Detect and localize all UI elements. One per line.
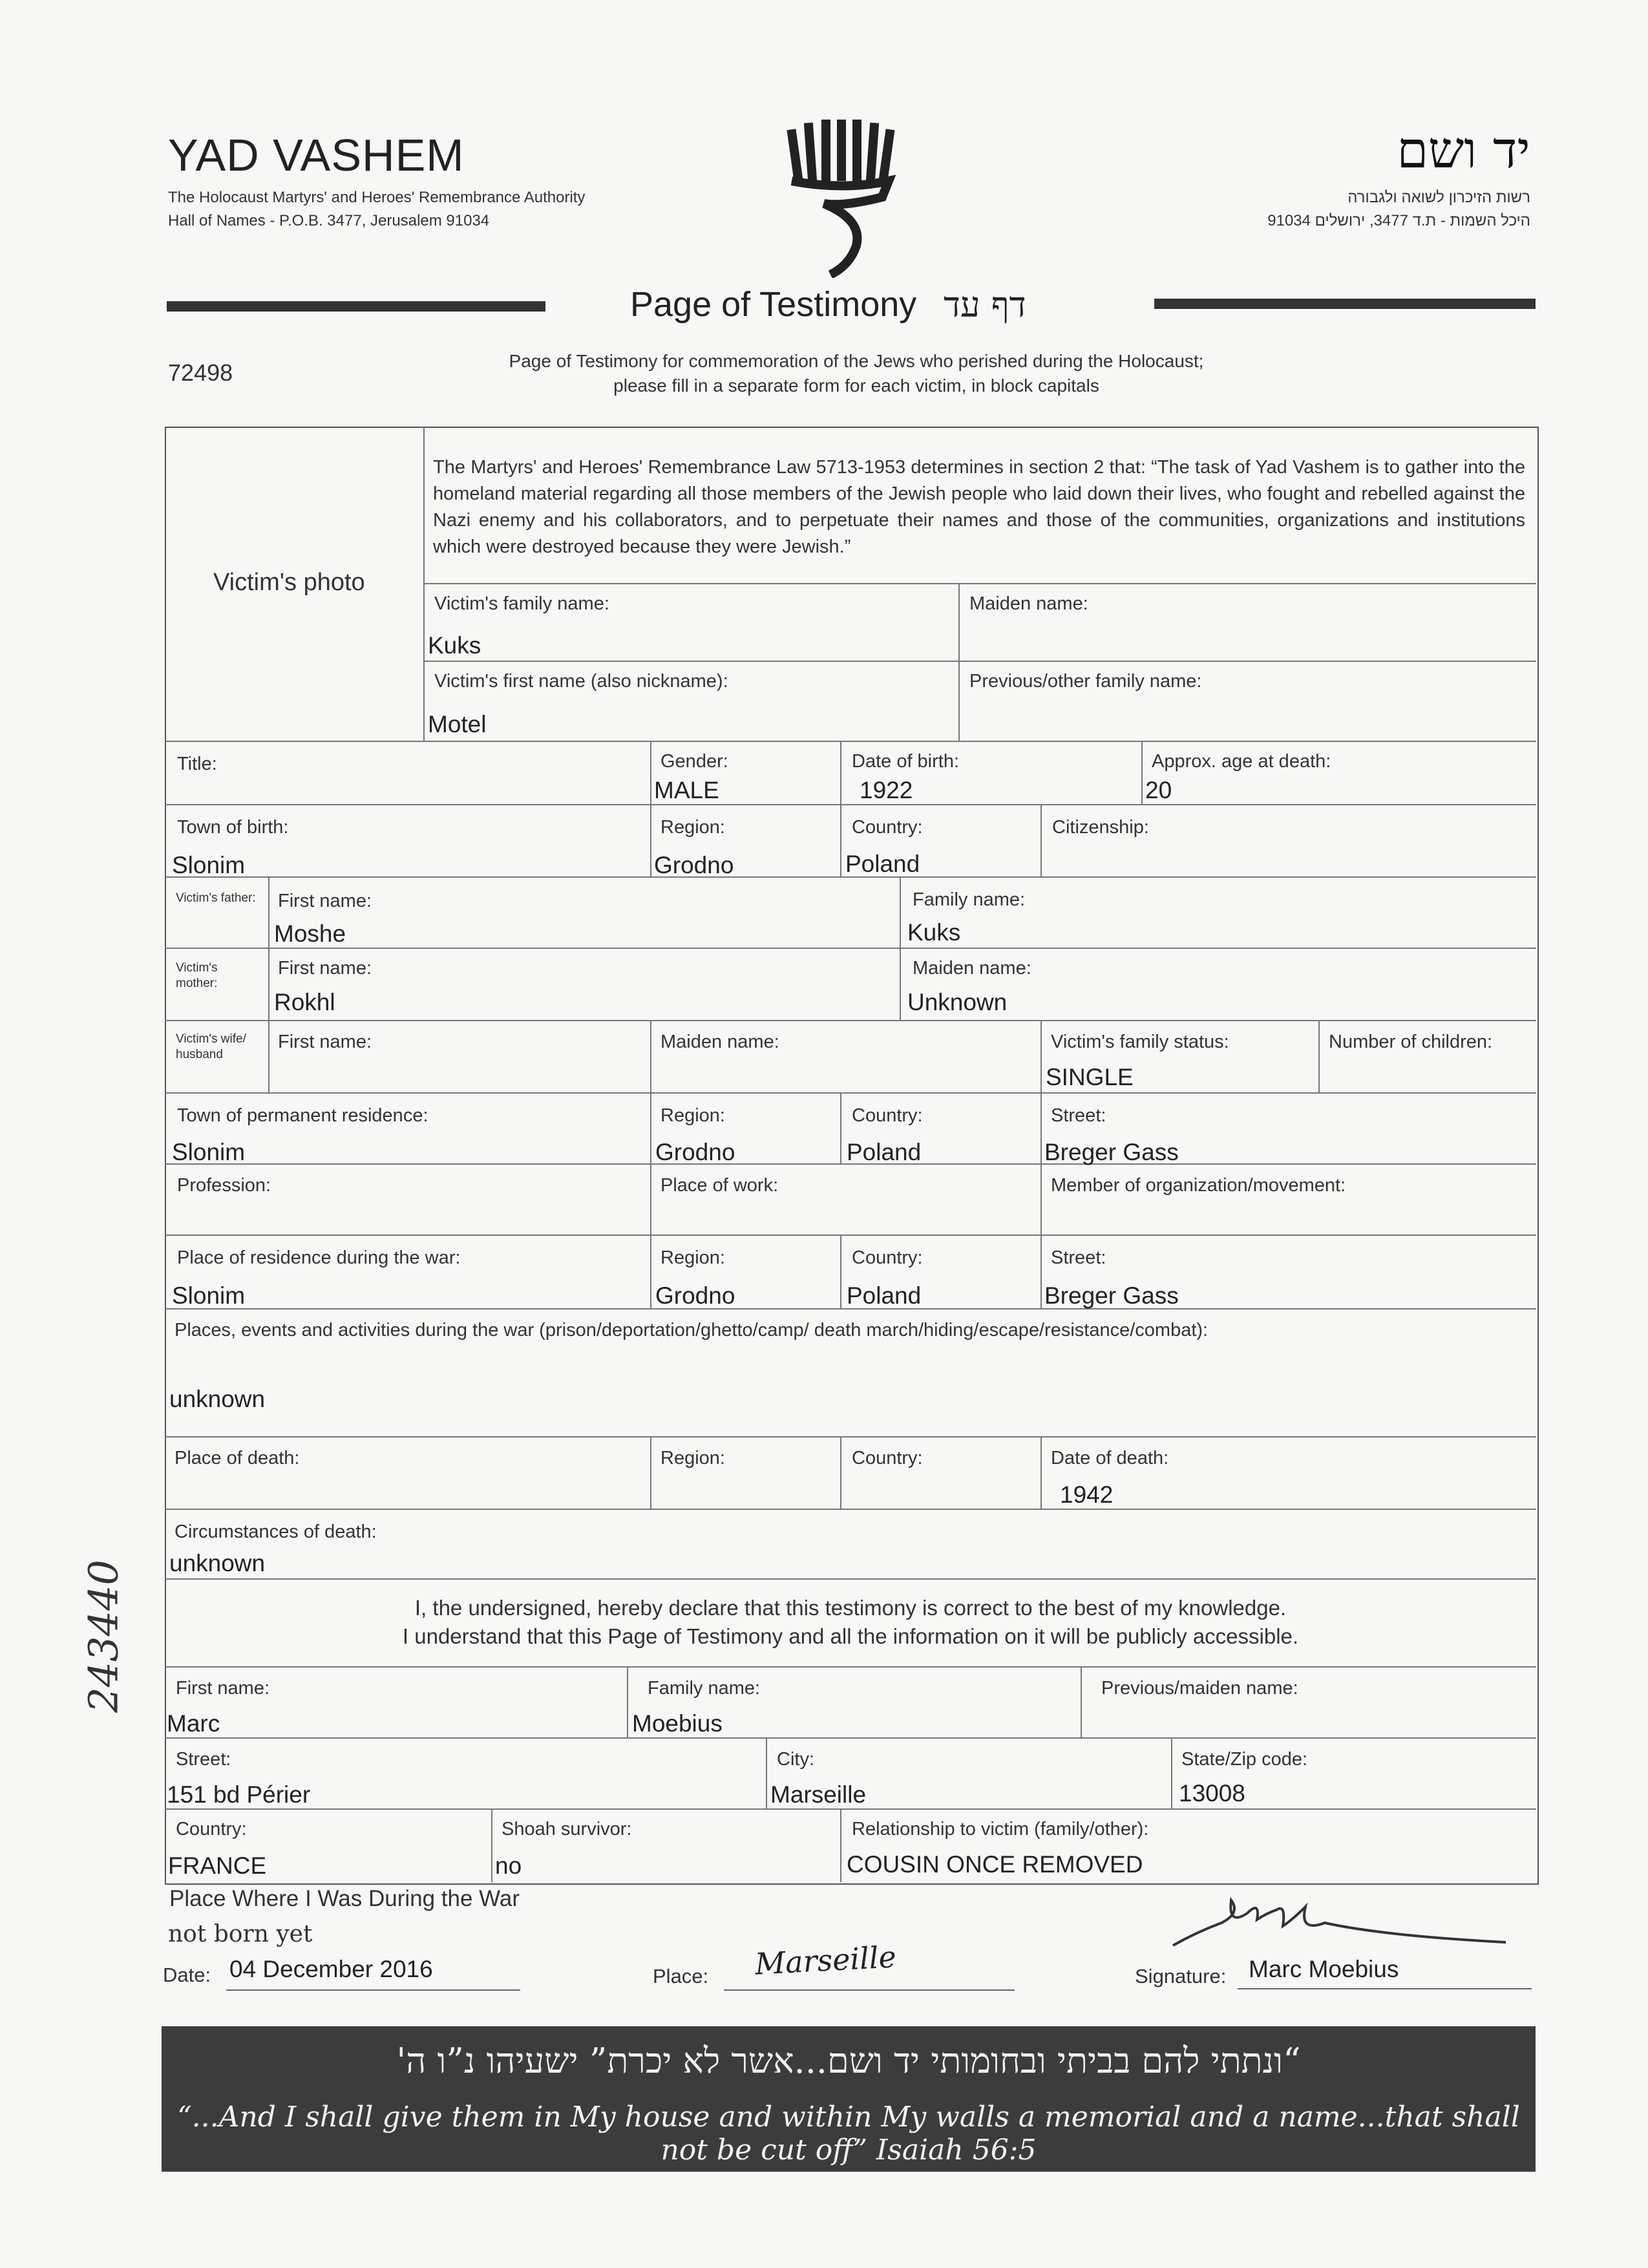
circumstances-value[interactable]: unknown bbox=[169, 1550, 266, 1576]
quote-english: “...And I shall give them in My house and within My walls a memorial and a name...that shall not be cut off” Isaiah 56:5 bbox=[177, 2101, 1520, 2167]
submitter-city-value[interactable]: Marseille bbox=[770, 1781, 867, 1808]
declaration-line-1: I, the undersigned, hereby declare that this testimony is correct to the best of my knowledge. bbox=[414, 1596, 1287, 1620]
relationship-label: Relationship to victim (family/other): bbox=[852, 1819, 1149, 1839]
signature-name[interactable]: Marc Moebius bbox=[1249, 1956, 1399, 1982]
signature-label: Signature: bbox=[1135, 1965, 1227, 1987]
date-of-death-label: Date of death: bbox=[1051, 1448, 1169, 1468]
war-street-label: Street: bbox=[1051, 1247, 1106, 1268]
spouse-maiden-name-label: Maiden name: bbox=[660, 1032, 779, 1052]
family-status-label: Victim's family status: bbox=[1051, 1032, 1229, 1052]
org-address-hebrew: היכל השמות - ת.ד 3477, ירושלים 91034 bbox=[1267, 212, 1530, 229]
signature-scribble-icon bbox=[1170, 1887, 1512, 1958]
organization-label: Member of organization/movement: bbox=[1051, 1175, 1346, 1196]
declaration-line-2: I understand that this Page of Testimony and all the information on it will be publicly accessible. bbox=[402, 1624, 1299, 1648]
previous-family-name-label: Previous/other family name: bbox=[969, 671, 1202, 692]
war-residence-label: Place of residence during the war: bbox=[177, 1247, 461, 1268]
place-of-work-label: Place of work: bbox=[660, 1175, 779, 1196]
submitter-country-value[interactable]: FRANCE bbox=[168, 1852, 267, 1879]
org-name-hebrew: יד ושם bbox=[1397, 122, 1530, 180]
title-label: Title: bbox=[177, 754, 217, 774]
victim-photo-label: Victim's photo bbox=[213, 569, 365, 596]
maiden-name-label: Maiden name: bbox=[969, 593, 1088, 614]
spouse-first-name-label: First name: bbox=[278, 1032, 372, 1052]
mother-maiden-name-label: Maiden name: bbox=[913, 958, 1031, 979]
father-first-name-value[interactable]: Moshe bbox=[274, 920, 346, 947]
permanent-country-value[interactable]: Poland bbox=[847, 1139, 922, 1165]
father-label: Victim's father: bbox=[176, 891, 256, 905]
mother-label: Victim's mother: bbox=[176, 961, 218, 990]
mother-maiden-name-value[interactable]: Unknown bbox=[907, 989, 1008, 1015]
side-reference-number: 243440 bbox=[79, 1560, 127, 1713]
form-title: Page of Testimony bbox=[630, 285, 917, 324]
father-family-name-value[interactable]: Kuks bbox=[907, 919, 961, 946]
submitter-previous-name-label: Previous/maiden name: bbox=[1101, 1678, 1298, 1699]
shoah-survivor-value[interactable]: no bbox=[495, 1852, 522, 1879]
place-label: Place: bbox=[653, 1965, 709, 1987]
age-at-death-label: Approx. age at death: bbox=[1152, 751, 1331, 772]
org-name: YAD VASHEM bbox=[168, 130, 465, 180]
submitter-zip-value[interactable]: 13008 bbox=[1179, 1780, 1245, 1807]
region-of-birth-value[interactable]: Grodno bbox=[654, 852, 734, 878]
submitter-street-value[interactable]: 151 bd Périer bbox=[167, 1781, 311, 1808]
family-name-value[interactable]: Kuks bbox=[428, 632, 481, 659]
permanent-town-value[interactable]: Slonim bbox=[172, 1139, 246, 1165]
mother-first-name-label: First name: bbox=[278, 958, 372, 979]
country-of-birth-label: Country: bbox=[852, 817, 923, 838]
org-subtitle-hebrew: רשות הזיכרון לשואה ולגבורה bbox=[1347, 189, 1530, 206]
instructions-line-2: please fill in a separate form for each victim, in block capitals bbox=[613, 376, 1099, 396]
war-region-value[interactable]: Grodno bbox=[655, 1282, 735, 1309]
date-label: Date: bbox=[163, 1964, 211, 1986]
shoah-survivor-label: Shoah survivor: bbox=[502, 1819, 632, 1839]
header-rule-right bbox=[1154, 299, 1536, 309]
submitter-family-name-value[interactable]: Moebius bbox=[632, 1710, 723, 1737]
war-places-value[interactable]: unknown bbox=[169, 1386, 266, 1412]
submitter-street-label: Street: bbox=[176, 1749, 231, 1770]
place-handwritten[interactable]: Marseille bbox=[754, 1939, 897, 1982]
date-value[interactable]: 04 December 2016 bbox=[229, 1956, 433, 1982]
war-country-value[interactable]: Poland bbox=[847, 1282, 922, 1309]
gender-label: Gender: bbox=[660, 751, 728, 772]
date-of-birth-value[interactable]: 1922 bbox=[860, 777, 913, 803]
father-first-name-label: First name: bbox=[278, 891, 372, 911]
country-of-birth-value[interactable]: Poland bbox=[845, 851, 920, 877]
instructions-line-1: Page of Testimony for commemoration of the Jews who perished during the Holocaust; bbox=[509, 351, 1204, 371]
remembrance-law-text: The Martyrs' and Heroes' Remembrance Law 5713-1953 determines in section 2 that: “The task of Yad Vashem is to gather into the homeland material regarding all those members of the Jewish people who laid down their lives, who fought and rebelled against the Nazi enemy and his collaborators, and to perpetuate their names and those of the communities, organizations and institutions which were destroyed because they were Jewish.” bbox=[433, 457, 1525, 557]
submitter-city-label: City: bbox=[777, 1749, 814, 1770]
permanent-street-label: Street: bbox=[1051, 1105, 1106, 1126]
family-name-label: Victim's family name: bbox=[434, 593, 609, 614]
submitter-zip-label: State/Zip code: bbox=[1181, 1749, 1308, 1770]
org-address: Hall of Names - P.O.B. 3477, Jerusalem 91034 bbox=[168, 212, 490, 229]
age-at-death-value[interactable]: 20 bbox=[1145, 777, 1172, 803]
permanent-region-value[interactable]: Grodno bbox=[655, 1139, 735, 1165]
death-country-label: Country: bbox=[852, 1448, 923, 1468]
document-number: 72498 bbox=[168, 359, 233, 386]
spouse-label: Victim's wife/ husband bbox=[176, 1032, 246, 1061]
submitter-country-label: Country: bbox=[176, 1819, 247, 1839]
war-region-label: Region: bbox=[660, 1247, 725, 1268]
family-status-value[interactable]: SINGLE bbox=[1046, 1064, 1134, 1090]
father-family-name-label: Family name: bbox=[913, 889, 1026, 910]
relationship-value[interactable]: COUSIN ONCE REMOVED bbox=[847, 1851, 1143, 1878]
permanent-street-value[interactable]: Breger Gass bbox=[1044, 1139, 1179, 1165]
date-of-birth-label: Date of birth: bbox=[852, 751, 960, 772]
date-of-death-value[interactable]: 1942 bbox=[1060, 1481, 1114, 1508]
form-instructions bbox=[388, 349, 1325, 398]
first-name-label: Victim's first name (also nickname): bbox=[434, 671, 728, 692]
war-street-value[interactable]: Breger Gass bbox=[1044, 1282, 1179, 1309]
permanent-region-label: Region: bbox=[660, 1105, 725, 1126]
war-place-value[interactable]: not born yet bbox=[168, 1921, 313, 1947]
permanent-country-label: Country: bbox=[852, 1105, 923, 1126]
submitter-first-name-label: First name: bbox=[176, 1678, 270, 1699]
place-of-death-label: Place of death: bbox=[174, 1448, 300, 1468]
header-rule-left bbox=[167, 301, 545, 312]
submitter-family-name-label: Family name: bbox=[648, 1678, 761, 1699]
mother-first-name-value[interactable]: Rokhl bbox=[274, 989, 335, 1015]
quote-hebrew: “ונתתי להם בביתי ובחומותי יד ושם...אשר לא יכרת” ישעיהו נ”ו ה' bbox=[396, 2040, 1301, 2081]
number-of-children-label: Number of children: bbox=[1329, 1032, 1493, 1052]
war-country-label: Country: bbox=[852, 1247, 923, 1268]
citizenship-label: Citizenship: bbox=[1052, 817, 1149, 838]
form-title-hebrew: דף עד bbox=[944, 284, 1026, 325]
isaiah-quote-banner bbox=[162, 2026, 1536, 2172]
gender-value[interactable]: MALE bbox=[654, 777, 719, 803]
submitter-first-name-value[interactable]: Marc bbox=[167, 1710, 220, 1737]
first-name-value[interactable]: Motel bbox=[428, 711, 487, 737]
menorah-logo-icon bbox=[785, 116, 898, 278]
war-places-label: Places, events and activities during the war (prison/deportation/ghetto/camp/ death march/hiding/escape/resistance/combat): bbox=[174, 1320, 1209, 1341]
region-of-birth-label: Region: bbox=[660, 817, 725, 838]
town-of-birth-label: Town of birth: bbox=[177, 817, 289, 838]
permanent-town-label: Town of permanent residence: bbox=[177, 1105, 428, 1126]
circumstances-label: Circumstances of death: bbox=[174, 1521, 377, 1542]
town-of-birth-value[interactable]: Slonim bbox=[172, 852, 246, 878]
org-subtitle: The Holocaust Martyrs' and Heroes' Remembrance Authority bbox=[168, 189, 586, 206]
profession-label: Profession: bbox=[177, 1175, 271, 1196]
war-place-label: Place Where I Was During the War bbox=[169, 1886, 520, 1911]
death-region-label: Region: bbox=[660, 1448, 725, 1468]
war-residence-value[interactable]: Slonim bbox=[172, 1282, 246, 1309]
